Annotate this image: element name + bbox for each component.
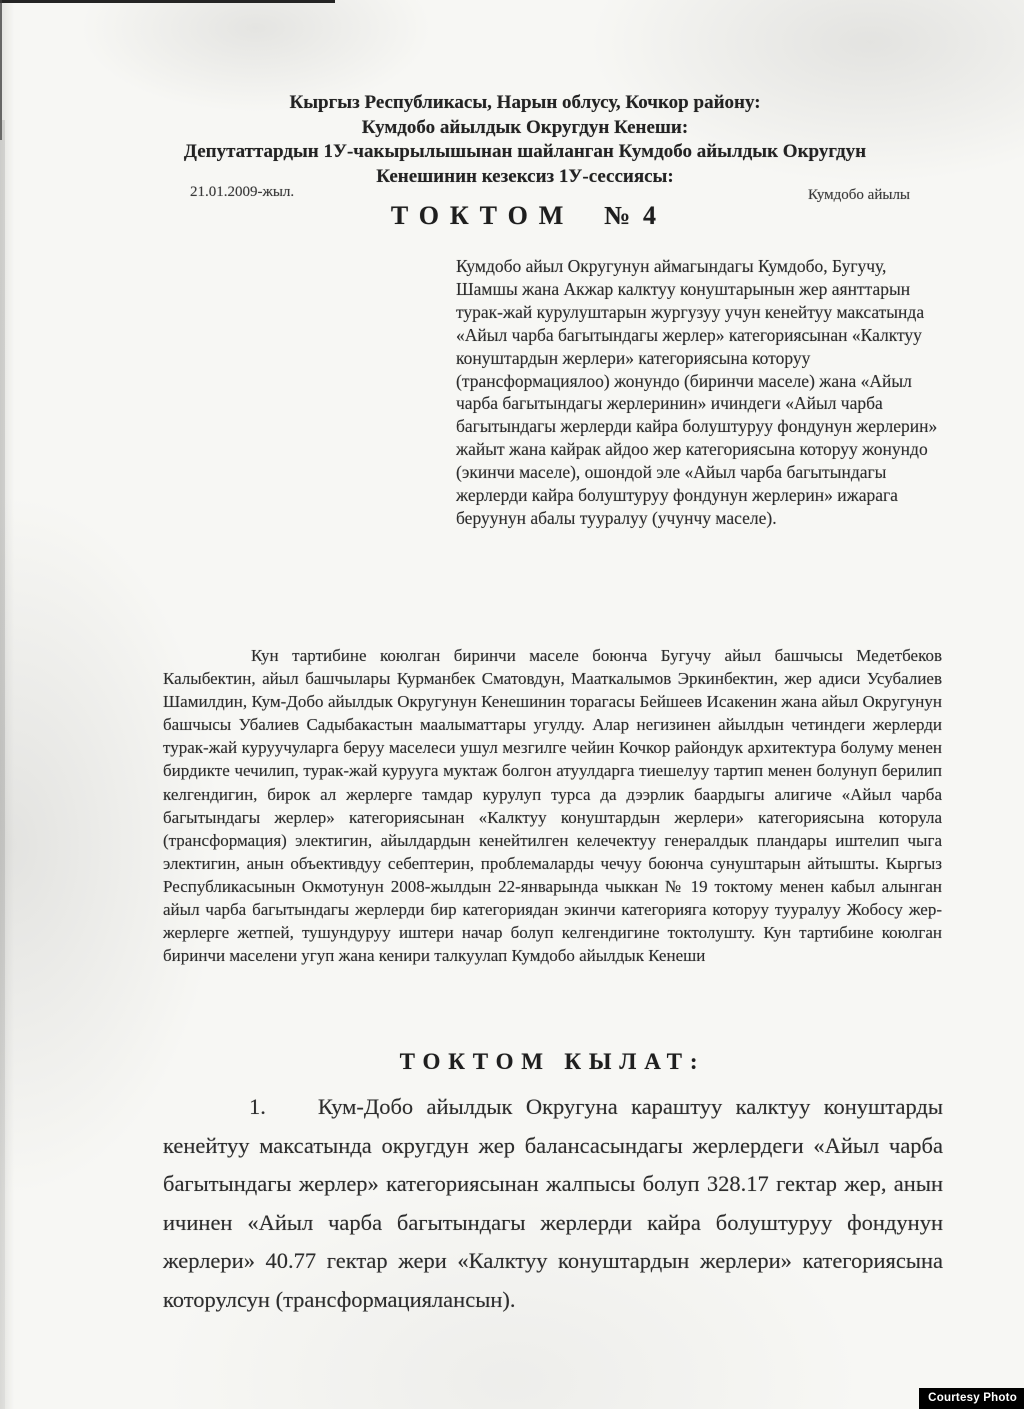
body-paragraph: Кун тартибине коюлган биринчи маселе боюнча Бугучу айыл башчысы Медетбеков Калыбектин, айыл башчылары Курманбек Сматовдун, Мааткалымов Эркинбектин, жер адиси Усубалиев Шамилдин, Кум-Добо айылдык Округунун Кенешинин торагасы Бейшеев Исакенин жана айыл Округунун башчысы Убалиев Садыбакастын маалыматтары угулду. Алар негизинен айылдын четиндеги жерлерди турак-жай куруучуларга беруу маселеси ушул мезгилге чейин Кочкор райондук архитектура болуму менен бирдикте чечилип, турак-жай курууга муктаж болгон атуулдарга тиешелуу тартип менен болунуп берилип келгендигин, бирок ал жерлерге тамдар курулуп турса да дээрлик баардыгы алигиче «Айыл чарба багытындагы жерлер» категориясынан «Калктуу конуштардын жерлери» категориясына которула (трансформация) электигин, айылдардын кенейтилген келечектуу генералдык пландары иштелип чыга электигин, анын объективдуу себептерин, проблемаларды чечуу боюнча сунуштарын айтышты. Кыргыз Республикасынын Окмотунун 2008-жылдын 22-январында чыккан № 19 токтому менен кабыл алынган айыл чарба багытындагы жерлерди бир категориядан экинчи категорияга которуу тууралуу Жобосу жер-жерлерге жетпей, тушундуруу иштери начар болуп келгендигине токтолушту. Кун тартибине коюлган биринчи маселени угуп жана кенири талкуулап Кумдобо айылдык Кенеши xyxy=(163,646,942,966)
resolution-item-1 xyxy=(163,1088,943,1319)
scan-artifact-top-edge xyxy=(0,0,335,3)
title-number: № 4 xyxy=(604,201,660,230)
scan-artifact-left-edge xyxy=(0,0,2,140)
item-1-text: Кум-Добо айылдык Округуна караштуу калктуу конуштарды кенейтуу максатында округдун жер балансасындагы жерлердеги «Айыл чарба багытындагы жерлер» категориясынан жалпысы болуп 328.17 гектар жер, анын ичинен «Айыл чарба багытындагы жерлерди кайра болуштуруу фондунун жерлери» 40.77 гектар жери «Калктуу конуштардын жерлери» категориясына которулсун (трансформациялансын). xyxy=(163,1094,943,1312)
document-title xyxy=(110,201,940,231)
header-line-council: Кумдобо айылдык Округдун Кенеши: xyxy=(361,116,689,138)
header-line-session: Кенешинин кезексиз 1У-сессиясы: xyxy=(376,165,674,187)
item-1-number: 1. xyxy=(249,1094,266,1119)
title-word: ТОКТОМ xyxy=(390,201,575,230)
courtesy-photo-watermark: Courtesy Photo xyxy=(919,1388,1024,1409)
document-place: Кумдобо айылы xyxy=(808,187,911,203)
header-line-deputies: Депутаттардын 1У-чакырылышынан шайланган Кумдобо айылдык Округдун xyxy=(183,141,867,162)
scan-artifact-left-shadow xyxy=(0,120,5,1409)
document-header xyxy=(110,91,940,189)
resolution-heading: ТОКТОМ КЫЛАТ: xyxy=(399,1049,706,1074)
header-line-republic: Кыргыз Республикасы, Нарын облусу, Кочкор району: xyxy=(289,92,761,113)
preamble-paragraph: Кумдобо айыл Округунун аймагындагы Кумдобо, Бугучу, Шамшы жана Акжар калктуу конуштарынын жер аянттарын турак-жай курулуштарын жургузуу учун кенейтуу максатында «Айыл чарба багытындагы жерлер» категориясынан «Калктуу конуштардын жерлери» категориясына которуу (трансформациялоо) жонундо (биринчи маселе) жана «Айыл чарба багытындагы жерлеринин» ичиндеги «Айыл чарба багытындагы жерлерди кайра болуштуруу фондунун жерлерин» жайыт жана кайрак айдоо жер категориясына которуу жонундо (экинчи маселе), ошондой эле «Айыл чарба багытындагы жерлерди кайра болуштуруу фондунун жерлерин» ижарага беруунун абалы тууралуу (учунчу маселе). xyxy=(456,256,938,528)
document-date: 21.01.2009-жыл. xyxy=(190,184,295,200)
